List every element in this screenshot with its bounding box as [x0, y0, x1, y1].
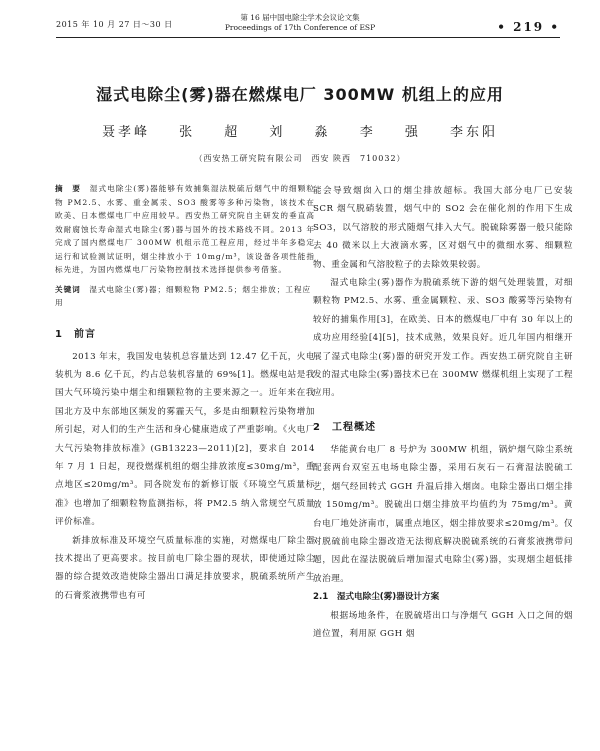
- abstract-label: 摘 要: [55, 184, 82, 193]
- section-1-heading: 1 前言: [55, 328, 96, 340]
- running-header-conference: [200, 13, 400, 33]
- keywords-label: 关键词: [55, 284, 81, 294]
- paper-title: 湿式电除尘(雾)器在燃煤电厂 300MW 机组上的应用: [96, 85, 504, 104]
- right-paragraph-2: 湿式电除尘(雾)器作为脱硫系统下游的烟气处理装置，对细颗粒物 PM2.5、水雾、重金属颗粒、汞、SO3 酸雾等污染物有较好的捕集作用[3]，在欧美、日本的燃煤电厂中有 30 年以上的成功应用经验[4][5]，技术成熟，效果良好。近几年国内相继开展了湿式电除尘(雾)器的研究开发工作。西安热工研究院自主研发的湿式电除尘(雾)器技术已在 300MW 燃煤机组上实现了工程应用。: [313, 278, 573, 399]
- keywords: [55, 283, 315, 310]
- section-1-paragraph-2: 新排放标准及环境空气质量标准的实施，对燃煤电厂除尘器技术提出了更高要求。按目前电厂除尘器的现状，即使通过除尘器的综合提效改造使除尘器出口满足排放要求，脱硫系统所产生的石膏浆液携带也有可: [55, 535, 315, 601]
- section-2-heading: 2 工程概述: [313, 421, 376, 433]
- right-paragraph-1: 能会导致烟囱入口的烟尘排放超标。我国大部分电厂已安装 SCR 烟气脱硝装置，烟气中的 SO2 会在催化剂的作用下生成 SO3，以气溶胶的形式随烟气排入大气。脱硫除雾器一般只能除去 40 微米以上大液滴水雾，区对烟气中的微细水雾、细颗粒物、重金属和气溶胶粒子的去除效果较弱。: [313, 186, 573, 270]
- right-column: [313, 182, 573, 643]
- conference-name-en: Proceedings of 17th Conference of ESP: [224, 23, 376, 32]
- running-header-date: 2015 年 10 月 27 日～30 日: [56, 20, 173, 29]
- left-column: [55, 182, 315, 605]
- conference-name-cn: 第 16 届中国电除尘学术会议论文集: [240, 13, 360, 22]
- page-number: • 219 •: [497, 20, 560, 34]
- keywords-text: 湿式电除尘(雾)器；细颗粒物 PM2.5；烟尘排放；工程应用: [55, 284, 312, 307]
- header-rule: [56, 37, 560, 38]
- section-2-1-heading: 2.1 湿式电除尘(雾)器设计方案: [313, 592, 440, 603]
- abstract-text: 湿式电除尘(雾)器能够有效捕集湿法脱硫后烟气中的细颗粒物 PM2.5、水雾、重金属汞、SO3 酸雾等多种污染物，该技术在欧美、日本燃煤电厂中应用较早。西安热工研究院自主研发的垂直高效耐腐蚀长寿命湿式电除尘(雾)器与国外的技术路线不同。2013 年完成了国内燃煤电厂 300MW 机组示范工程应用，经过半年多稳定运行和试验测试证明，烟尘排放小于 10mg/m³，该设备各项性能指标先进，为国内燃煤电厂污染物控制技术选择提供参考借鉴。: [55, 184, 316, 274]
- paper-authors: 聂孝峰 张 超 刘 淼 李 强 李东阳: [102, 125, 498, 140]
- section-2-1-paragraph-1: 根据场地条件，在脱硫塔出口与净烟气 GGH 入口之间的烟道位置，利用原 GGH 烟: [313, 610, 573, 639]
- section-1-paragraph-1: 2013 年末，我国发电装机总容量达到 12.47 亿千瓦，火电装机为 8.6 亿千瓦，约占总装机容量的 69%[1]。燃煤电站是我国大气环境污染中烟尘和细颗粒物的主要来源之一。近年来在我国北方及中东部地区频发的雾霾天气，多是由细颗粒污染物增加所引起，对人们的生产生活和身心健康造成了严重影响。《火电厂大气污染物排放标准》(GB13223—2011)[2]，要求自 2014 年 7 月 1 日起，现役燃煤机组的烟尘排放浓度≤30mg/m³，重点地区≤20mg/m³。同各院发布的新修订版《环境空气质量标准》也增加了细颗粒物监测指标，将 PM2.5 纳入常规空气质量评价标准。: [55, 351, 315, 528]
- paper-affiliation: （西安热工研究院有限公司 西安 陕西 710032）: [194, 154, 406, 163]
- section-2-paragraph-1: 华能黄台电厂 8 号炉为 300MW 机组，锅炉烟气除尘系统配套两台双室五电场电除尘器，采用石灰石－石膏湿法脱硫工艺，烟气经回转式 GGH 升温后排入烟囱。电除尘器出口烟尘排放 150mg/m³。脱硫出口烟尘排放平均值约为 75mg/m³。黄台电厂地处济南市，属重点地区，烟尘排放要求≤20mg/m³。仅对脱硫前电除尘器改造无法彻底解决脱硫系统的石膏浆液携带问题，因此在湿法脱硫后增加湿式电除尘(雾)器，实现烟尘超低排放治理。: [313, 444, 573, 584]
- abstract: [55, 182, 315, 277]
